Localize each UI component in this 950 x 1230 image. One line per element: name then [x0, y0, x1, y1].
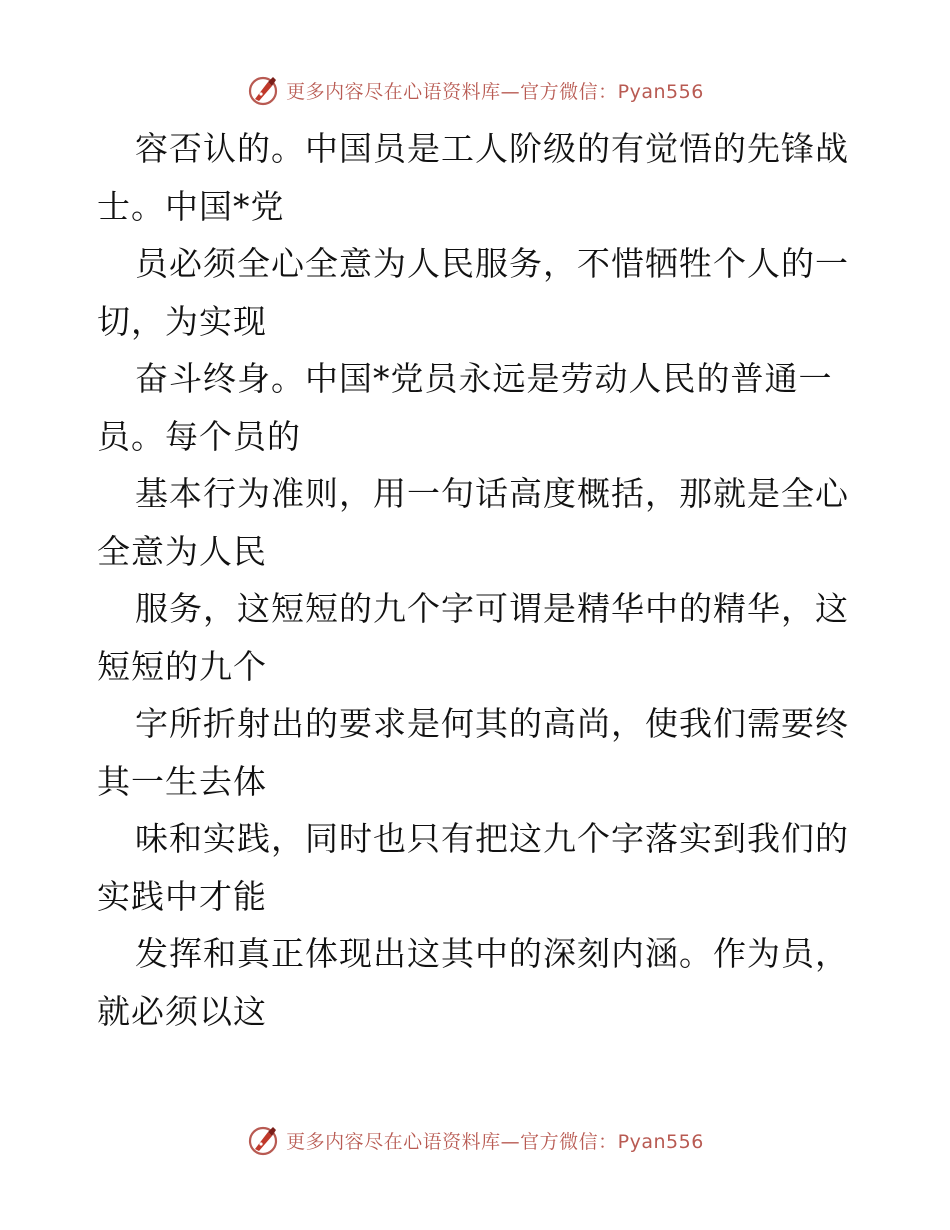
text-line: 士。中国*党 — [97, 186, 285, 226]
text-line: 就必须以这 — [97, 991, 267, 1031]
text-line: 奋斗终身。中国*党员永远是劳动人民的普通一 — [135, 359, 833, 398]
text-line: 切，为实现 — [97, 301, 267, 341]
header-banner-text: 更多内容尽在心语资料库—官方微信：Pyan556 — [286, 80, 704, 103]
pen-nib-logo-icon — [246, 73, 280, 107]
footer-banner — [0, 1120, 950, 1160]
text-line: 容否认的。中国员是工人阶级的有觉悟的先锋战 — [135, 129, 849, 168]
text-line: 全意为人民 — [97, 531, 267, 571]
header-banner — [0, 70, 950, 110]
text-line: 其一生去体 — [97, 761, 267, 801]
footer-banner-text: 更多内容尽在心语资料库—官方微信：Pyan556 — [286, 1130, 704, 1153]
text-line: 字所折射出的要求是何其的高尚，使我们需要终 — [135, 704, 849, 743]
text-line: 味和实践，同时也只有把这九个字落实到我们的 — [135, 819, 849, 858]
text-line: 发挥和真正体现出这其中的深刻内涵。作为员， — [135, 934, 849, 973]
document-body — [97, 120, 857, 1040]
text-line: 短短的九个 — [97, 646, 267, 686]
pen-nib-logo-icon — [246, 1123, 280, 1157]
text-line: 员必须全心全意为人民服务，不惜牺牲个人的一 — [135, 244, 849, 283]
text-line: 实践中才能 — [97, 876, 267, 916]
text-line: 员。每个员的 — [97, 416, 301, 456]
text-line: 基本行为准则，用一句话高度概括，那就是全心 — [135, 474, 849, 513]
text-line: 服务，这短短的九个字可谓是精华中的精华，这 — [135, 589, 849, 628]
